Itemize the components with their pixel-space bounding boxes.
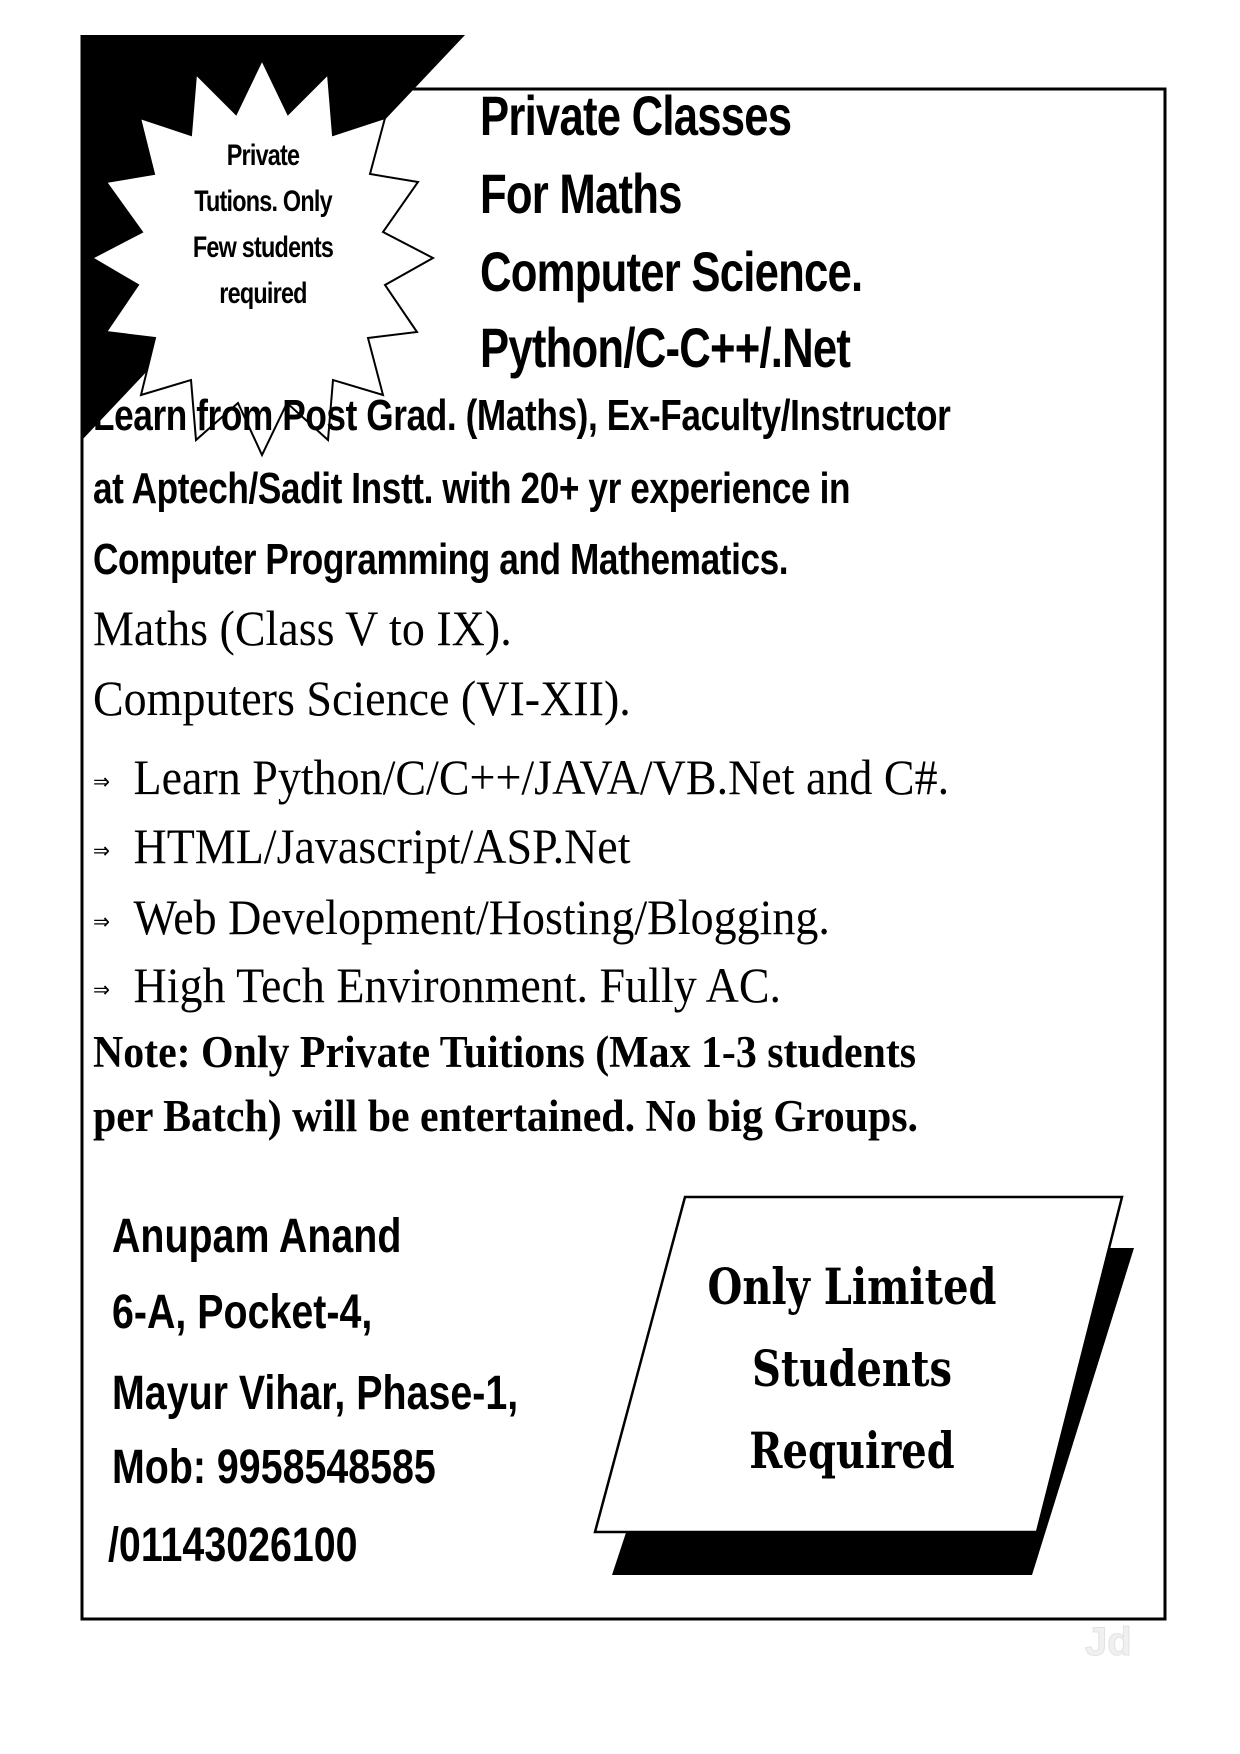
callout-line: Students <box>752 1339 952 1398</box>
contact-name: Anupam Anand <box>112 1210 402 1263</box>
bullet-item <box>93 889 830 945</box>
bullet-text: Web Development/Hosting/Blogging. <box>133 889 830 945</box>
headline-line: For Maths <box>480 162 682 225</box>
starburst-line: Tutions. Only <box>194 185 332 218</box>
intro-line: at Aptech/Sadit Instt. with 20+ yr experience in <box>93 464 851 513</box>
bullet-text: HTML/Javascript/ASP.Net <box>133 818 631 874</box>
bullet-item <box>93 749 950 805</box>
note-line: per Batch) will be entertained. No big Groups. <box>93 1091 919 1141</box>
class-line-computers: Computers Science (VI-XII). <box>93 670 631 726</box>
callout-line: Required <box>749 1421 955 1480</box>
headline-line: Private Classes <box>480 84 792 147</box>
starburst-line: Few students <box>192 231 334 264</box>
double-arrow-icon: ⇒ <box>93 838 110 864</box>
bullet-text: Learn Python/C/C++/JAVA/VB.Net and C#. <box>133 749 950 805</box>
starburst-text <box>146 133 380 317</box>
headline-line: Python/C-C++/.Net <box>480 316 851 379</box>
contact-address-line1: 6-A, Pocket-4, <box>112 1286 373 1339</box>
double-arrow-icon: ⇒ <box>93 769 110 795</box>
bullet-item <box>93 957 782 1013</box>
contact-mobile: Mob: 9958548585 <box>112 1441 436 1494</box>
starburst-line: required <box>219 277 307 310</box>
headline-line: Computer Science. <box>480 240 863 303</box>
note-line: Note: Only Private Tuitions (Max 1-3 students <box>93 1027 917 1077</box>
intro-line: Computer Programming and Mathematics. <box>93 535 789 584</box>
contact-address-line2: Mayur Vihar, Phase-1, <box>112 1367 519 1420</box>
double-arrow-icon: ⇒ <box>93 909 110 935</box>
callout-line: Only Limited <box>707 1257 997 1316</box>
double-arrow-icon: ⇒ <box>93 977 110 1003</box>
watermark-logo: Jd <box>1085 1620 1132 1664</box>
starburst-line: Private <box>226 139 300 172</box>
bullet-text: High Tech Environment. Fully AC. <box>133 957 782 1013</box>
bullet-item <box>93 818 631 874</box>
callout-text <box>660 1246 1044 1492</box>
intro-line: Learn from Post Grad. (Maths), Ex-Faculty/Instructor <box>93 391 951 440</box>
contact-landline: /01143026100 <box>108 1519 358 1572</box>
class-line-maths: Maths (Class V to IX). <box>93 600 512 656</box>
